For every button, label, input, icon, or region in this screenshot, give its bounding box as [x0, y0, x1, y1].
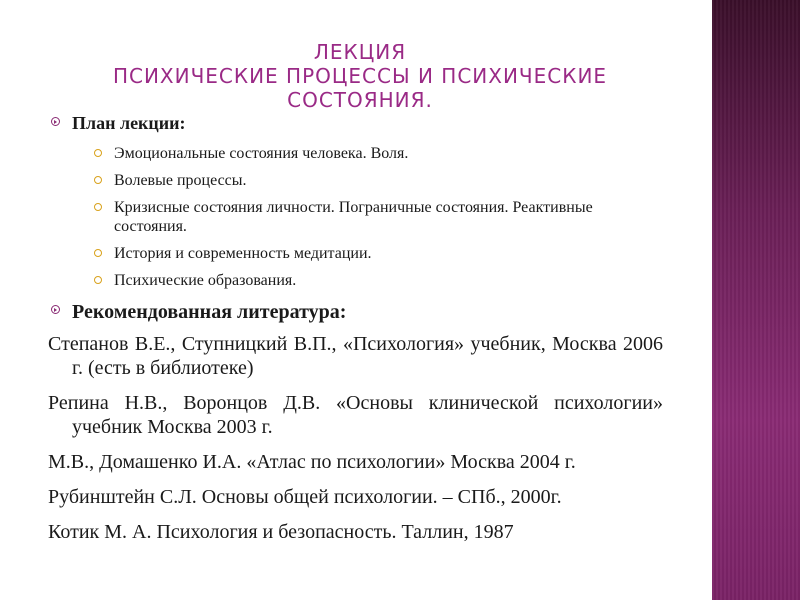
plan-list	[92, 144, 663, 290]
slide-title	[40, 40, 680, 112]
reference-item: Котик М. А. Психология и безопасность. Таллин, 1987	[48, 521, 514, 543]
circle-arrow-bullet-icon	[51, 117, 60, 126]
ring-bullet-icon	[94, 176, 102, 184]
circle-arrow-bullet-icon	[51, 305, 60, 314]
literature-heading	[48, 300, 663, 324]
reference-item: Репина Н.В., Воронцов Д.В. «Основы клинической психологии» учебник Москва 2003 г.	[48, 392, 663, 438]
reference-item: Степанов В.Е., Ступницкий В.П., «Психология» учебник, Москва 2006 г. (есть в библиотеке)	[48, 333, 663, 379]
ring-bullet-icon	[94, 149, 102, 157]
ring-bullet-icon	[94, 249, 102, 257]
slide-title-line-1: ЛЕКЦИЯ	[313, 40, 407, 64]
plan-heading-text: План лекции:	[72, 113, 186, 133]
plan-item: Кризисные состояния личности. Пограничные состояния. Реактивные состояния.	[92, 198, 663, 236]
decorative-side-band	[712, 0, 800, 600]
slide-content	[48, 112, 663, 555]
slide-title-line-2: ПСИХИЧЕСКИЕ ПРОЦЕССЫ И ПСИХИЧЕСКИЕ СОСТОЯНИЯ.	[112, 64, 608, 112]
ring-bullet-icon	[94, 203, 102, 211]
literature-heading-text: Рекомендованная литература:	[72, 301, 347, 323]
plan-item: Психические образования.	[92, 271, 663, 290]
reference-item: М.В., Домашенко И.А. «Атлас по психологии» Москва 2004 г.	[48, 451, 576, 473]
reference-item: Рубинштейн С.Л. Основы общей психологии. – СПб., 2000г.	[48, 486, 562, 508]
plan-heading	[48, 112, 663, 134]
plan-item: Эмоциональные состояния человека. Воля.	[92, 144, 663, 163]
plan-item: История и современность медитации.	[92, 244, 663, 263]
plan-item: Волевые процессы.	[92, 171, 663, 190]
ring-bullet-icon	[94, 276, 102, 284]
